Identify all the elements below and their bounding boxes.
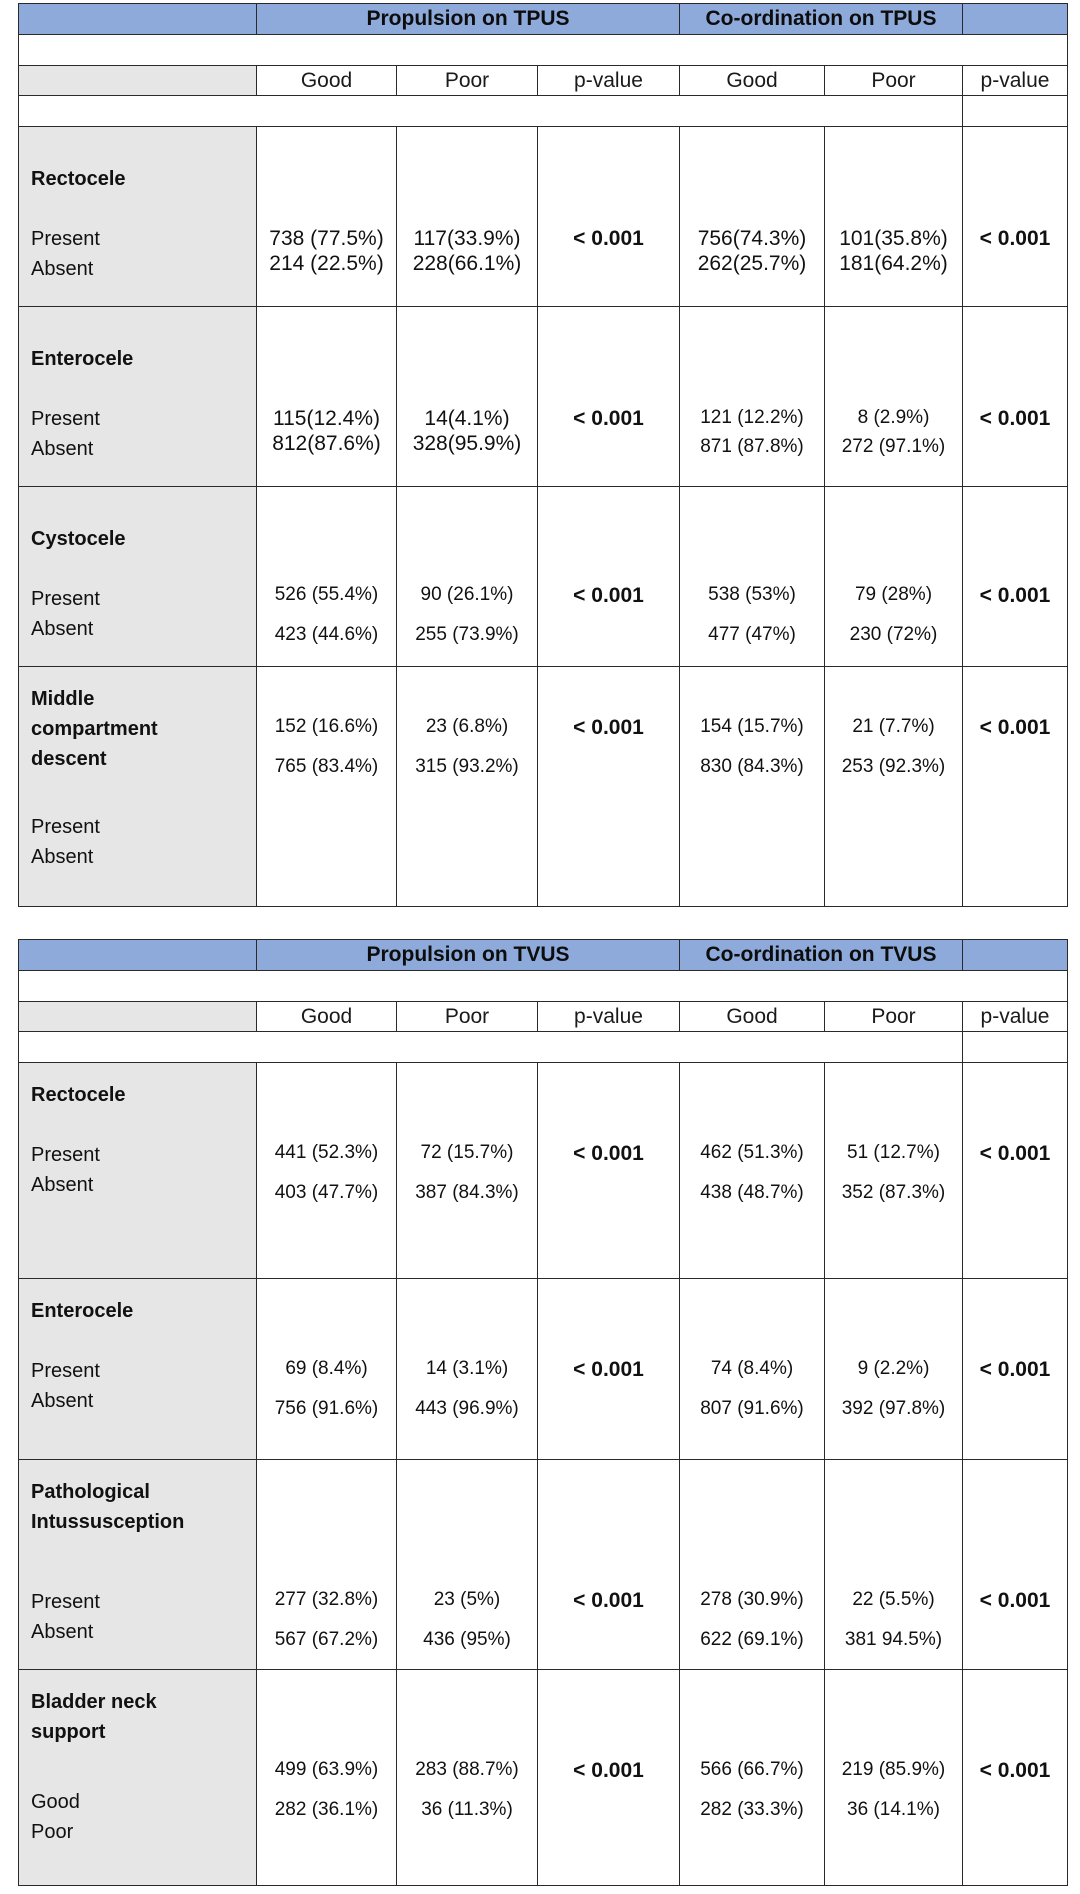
row-sublabel: Present — [31, 588, 100, 610]
propulsion-p-value: < 0.001 — [573, 584, 644, 607]
coordination-poor-value: 272 (97.1%) — [841, 436, 946, 457]
coordination-title: Co-ordination on TVUS — [705, 943, 937, 966]
propulsion-poor-cell — [396, 1459, 538, 1670]
row-sublabel: Absent — [31, 258, 94, 280]
column-header-label: Poor — [871, 68, 916, 92]
coordination-poor-cell — [824, 126, 963, 307]
propulsion-poor-value: 72 (15.7%) — [420, 1142, 514, 1163]
propulsion-good-cell — [256, 126, 397, 307]
propulsion-poor-value: 443 (96.9%) — [415, 1398, 519, 1419]
row-title: support — [31, 1721, 106, 1743]
propulsion-good-value: 756 (91.6%) — [274, 1398, 379, 1419]
coordination-good-value: 262(25.7%) — [697, 252, 807, 275]
propulsion-poor-value: 328(95.9%) — [412, 432, 522, 455]
coordination-good-value: 566 (66.7%) — [700, 1759, 804, 1780]
column-header-label: Good — [300, 1004, 353, 1028]
propulsion-good-value: 277 (32.8%) — [274, 1589, 379, 1610]
coordination-title: Co-ordination on TPUS — [705, 7, 937, 30]
propulsion-poor-cell — [396, 306, 538, 487]
propulsion-good-cell — [256, 666, 397, 907]
row-title: descent — [31, 748, 107, 770]
propulsion-good-value: 214 (22.5%) — [269, 252, 384, 275]
propulsion-poor-cell — [396, 666, 538, 907]
propulsion-good-cell — [256, 1278, 397, 1460]
row-title: Bladder neck — [31, 1691, 157, 1713]
propulsion-good-cell — [256, 306, 397, 487]
row-label-cell — [18, 1669, 257, 1886]
propulsion-poor-cell — [396, 126, 538, 307]
coordination-good-value: 438 (48.7%) — [700, 1182, 804, 1203]
row-title: Pathological — [31, 1481, 150, 1503]
coordination-poor-value: 230 (72%) — [849, 624, 938, 645]
coordination-poor-value: 101(35.8%) — [839, 227, 948, 250]
propulsion-p-value: < 0.001 — [573, 1358, 644, 1381]
propulsion-poor-cell — [396, 1062, 538, 1279]
column-header — [256, 65, 397, 96]
column-header — [537, 65, 680, 96]
blank-row — [962, 1031, 1068, 1063]
coordination-p-value: < 0.001 — [979, 1759, 1051, 1782]
coordination-p-value-cell — [962, 1459, 1068, 1670]
coordination-good-cell — [679, 306, 825, 487]
propulsion-p-value-cell — [537, 1062, 680, 1279]
row-sublabel: Absent — [31, 618, 94, 640]
column-header — [537, 1001, 680, 1032]
propulsion-good-value: 738 (77.5%) — [269, 227, 384, 250]
coordination-good-value: 538 (53%) — [708, 584, 796, 605]
coordination-poor-value: 392 (97.8%) — [841, 1398, 946, 1419]
coordination-p-value: < 0.001 — [979, 1358, 1051, 1381]
propulsion-good-value: 765 (83.4%) — [274, 756, 379, 777]
row-title: Middle — [31, 688, 95, 710]
propulsion-good-value: 499 (63.9%) — [274, 1759, 379, 1780]
propulsion-good-cell — [256, 486, 397, 667]
coordination-good-cell — [679, 1669, 825, 1886]
propulsion-p-value-cell — [537, 306, 680, 487]
column-header — [824, 1001, 963, 1032]
column-header — [962, 65, 1068, 96]
column-header-spacer — [18, 65, 257, 96]
propulsion-good-value: 282 (36.1%) — [274, 1799, 379, 1820]
row-label-cell — [18, 1062, 257, 1279]
column-header — [396, 65, 538, 96]
coordination-poor-cell — [824, 1459, 963, 1670]
coordination-p-value-cell — [962, 486, 1068, 667]
propulsion-poor-value: 283 (88.7%) — [415, 1759, 519, 1780]
row-sublabel: Absent — [31, 1621, 94, 1643]
propulsion-poor-value: 117(33.9%) — [413, 227, 521, 250]
propulsion-good-value: 812(87.6%) — [272, 432, 381, 455]
blank-row — [18, 34, 1068, 66]
column-header-label: Poor — [444, 68, 490, 92]
propulsion-p-value: < 0.001 — [573, 1759, 644, 1782]
coordination-good-cell — [679, 486, 825, 667]
propulsion-p-value-cell — [537, 126, 680, 307]
row-sublabel: Present — [31, 228, 100, 250]
propulsion-poor-value: 23 (6.8%) — [425, 716, 509, 737]
coordination-p-value-cell — [962, 1669, 1068, 1886]
row-sublabel: Present — [31, 408, 100, 430]
propulsion-good-cell — [256, 1459, 397, 1670]
propulsion-good-value: 403 (47.7%) — [274, 1182, 379, 1203]
coordination-p-value-cell — [962, 126, 1068, 307]
propulsion-poor-value: 14(4.1%) — [424, 407, 510, 430]
row-sublabel: Good — [31, 1791, 80, 1813]
propulsion-poor-value: 387 (84.3%) — [415, 1182, 519, 1203]
propulsion-good-value: 441 (52.3%) — [274, 1142, 379, 1163]
coordination-poor-value: 8 (2.9%) — [857, 407, 930, 428]
propulsion-p-value-cell — [537, 1278, 680, 1460]
coordination-p-value: < 0.001 — [979, 584, 1051, 607]
row-sublabel: Absent — [31, 1390, 94, 1412]
propulsion-poor-value: 436 (95%) — [423, 1629, 511, 1650]
propulsion-poor-cell — [396, 486, 538, 667]
row-label-cell — [18, 666, 257, 907]
column-header-label: p-value — [980, 1004, 1050, 1028]
header-spacer-cell — [18, 939, 257, 971]
propulsion-good-value: 526 (55.4%) — [274, 584, 379, 605]
coordination-poor-value: 51 (12.7%) — [847, 1142, 940, 1163]
propulsion-poor-value: 90 (26.1%) — [420, 584, 514, 605]
propulsion-title: Propulsion on TPUS — [366, 7, 570, 30]
coordination-good-cell — [679, 126, 825, 307]
row-sublabel: Present — [31, 1144, 100, 1166]
column-header — [256, 1001, 397, 1032]
row-label-cell — [18, 1278, 257, 1460]
propulsion-header — [256, 939, 680, 971]
blank-row — [18, 970, 1068, 1002]
propulsion-poor-value: 23 (5%) — [433, 1589, 501, 1610]
column-header-label: p-value — [574, 1004, 643, 1028]
coordination-poor-value: 219 (85.9%) — [841, 1759, 946, 1780]
row-title: Rectocele — [31, 1084, 126, 1106]
column-header — [679, 65, 825, 96]
propulsion-p-value: < 0.001 — [573, 716, 644, 739]
row-sublabel: Present — [31, 1591, 100, 1613]
coordination-good-value: 121 (12.2%) — [700, 407, 804, 428]
coordination-p-value: < 0.001 — [979, 407, 1051, 430]
coordination-good-value: 278 (30.9%) — [700, 1589, 804, 1610]
coordination-good-value: 807 (91.6%) — [700, 1398, 804, 1419]
row-label-cell — [18, 486, 257, 667]
propulsion-good-value: 423 (44.6%) — [274, 624, 379, 645]
row-label-cell — [18, 126, 257, 307]
coordination-p-value: < 0.001 — [979, 1142, 1051, 1165]
propulsion-good-value: 567 (67.2%) — [274, 1629, 379, 1650]
coordination-p-value-cell — [962, 666, 1068, 907]
coordination-good-cell — [679, 1459, 825, 1670]
column-header-label: Poor — [444, 1004, 490, 1028]
row-title: compartment — [31, 718, 158, 740]
coordination-good-value: 871 (87.8%) — [700, 436, 804, 457]
header-spacer-cell — [18, 3, 257, 35]
column-header-label: p-value — [980, 68, 1050, 92]
row-sublabel: Absent — [31, 846, 94, 868]
propulsion-header — [256, 3, 680, 35]
propulsion-poor-value: 315 (93.2%) — [415, 756, 519, 777]
header-spacer-cell — [962, 939, 1068, 971]
column-header — [962, 1001, 1068, 1032]
propulsion-p-value-cell — [537, 486, 680, 667]
column-header-label: Poor — [871, 1004, 916, 1028]
coordination-good-cell — [679, 1062, 825, 1279]
propulsion-p-value-cell — [537, 1459, 680, 1670]
coordination-poor-cell — [824, 1669, 963, 1886]
column-header — [679, 1001, 825, 1032]
propulsion-good-value: 152 (16.6%) — [274, 716, 379, 737]
coordination-good-value: 462 (51.3%) — [700, 1142, 804, 1163]
column-header-label: Good — [726, 68, 778, 92]
coordination-p-value: < 0.001 — [979, 716, 1051, 739]
propulsion-p-value: < 0.001 — [573, 1142, 644, 1165]
column-header — [824, 65, 963, 96]
coordination-good-value: 622 (69.1%) — [700, 1629, 804, 1650]
coordination-p-value-cell — [962, 1278, 1068, 1460]
header-spacer-cell — [962, 3, 1068, 35]
coordination-poor-cell — [824, 666, 963, 907]
coordination-poor-cell — [824, 306, 963, 487]
propulsion-p-value: < 0.001 — [573, 1589, 644, 1612]
row-sublabel: Present — [31, 816, 100, 838]
propulsion-p-value: < 0.001 — [573, 227, 644, 250]
propulsion-poor-value: 228(66.1%) — [412, 252, 522, 275]
coordination-poor-value: 22 (5.5%) — [852, 1589, 935, 1610]
column-header — [396, 1001, 538, 1032]
row-title: Intussusception — [31, 1511, 185, 1533]
coordination-poor-value: 36 (14.1%) — [847, 1799, 940, 1820]
coordination-poor-cell — [824, 486, 963, 667]
row-sublabel: Absent — [31, 1174, 94, 1196]
column-header-label: p-value — [574, 68, 643, 92]
coordination-p-value-cell — [962, 306, 1068, 487]
coordination-header — [679, 939, 963, 971]
propulsion-poor-value: 255 (73.9%) — [415, 624, 519, 645]
propulsion-poor-cell — [396, 1669, 538, 1886]
coordination-poor-cell — [824, 1062, 963, 1279]
coordination-header — [679, 3, 963, 35]
coordination-p-value: < 0.001 — [979, 1589, 1051, 1612]
propulsion-p-value: < 0.001 — [573, 407, 644, 430]
blank-row — [18, 1031, 963, 1063]
propulsion-poor-value: 36 (11.3%) — [421, 1799, 513, 1820]
coordination-good-value: 74 (8.4%) — [710, 1358, 794, 1379]
coordination-good-value: 756(74.3%) — [697, 227, 807, 250]
propulsion-p-value-cell — [537, 666, 680, 907]
coordination-good-cell — [679, 1278, 825, 1460]
blank-row — [962, 95, 1068, 127]
coordination-p-value: < 0.001 — [979, 227, 1051, 250]
column-header-label: Good — [300, 68, 353, 92]
row-title: Enterocele — [31, 1300, 134, 1322]
column-header-spacer — [18, 1001, 257, 1032]
coordination-poor-value: 21 (7.7%) — [852, 716, 935, 737]
coordination-poor-value: 381 94.5%) — [844, 1629, 943, 1650]
propulsion-good-cell — [256, 1062, 397, 1279]
coordination-good-value: 282 (33.3%) — [700, 1799, 804, 1820]
coordination-good-value: 154 (15.7%) — [700, 716, 804, 737]
row-sublabel: Absent — [31, 438, 94, 460]
row-title: Rectocele — [31, 168, 126, 190]
propulsion-title: Propulsion on TVUS — [366, 943, 570, 966]
row-title: Enterocele — [31, 348, 134, 370]
propulsion-good-value: 69 (8.4%) — [285, 1358, 368, 1379]
propulsion-poor-value: 14 (3.1%) — [425, 1358, 509, 1379]
coordination-poor-value: 181(64.2%) — [839, 252, 948, 275]
blank-row — [18, 95, 963, 127]
coordination-poor-value: 253 (92.3%) — [841, 756, 946, 777]
row-sublabel: Present — [31, 1360, 100, 1382]
row-label-cell — [18, 1459, 257, 1670]
coordination-poor-cell — [824, 1278, 963, 1460]
propulsion-p-value-cell — [537, 1669, 680, 1886]
propulsion-good-value: 115(12.4%) — [272, 407, 380, 430]
coordination-poor-value: 79 (28%) — [854, 584, 933, 605]
row-sublabel: Poor — [31, 1821, 74, 1843]
coordination-good-value: 830 (84.3%) — [700, 756, 804, 777]
coordination-p-value-cell — [962, 1062, 1068, 1279]
coordination-good-value: 477 (47%) — [708, 624, 796, 645]
coordination-poor-value: 352 (87.3%) — [841, 1182, 946, 1203]
column-header-label: Good — [726, 1004, 778, 1028]
row-title: Cystocele — [31, 528, 126, 550]
row-label-cell — [18, 306, 257, 487]
propulsion-poor-cell — [396, 1278, 538, 1460]
coordination-good-cell — [679, 666, 825, 907]
propulsion-good-cell — [256, 1669, 397, 1886]
coordination-poor-value: 9 (2.2%) — [857, 1358, 930, 1379]
